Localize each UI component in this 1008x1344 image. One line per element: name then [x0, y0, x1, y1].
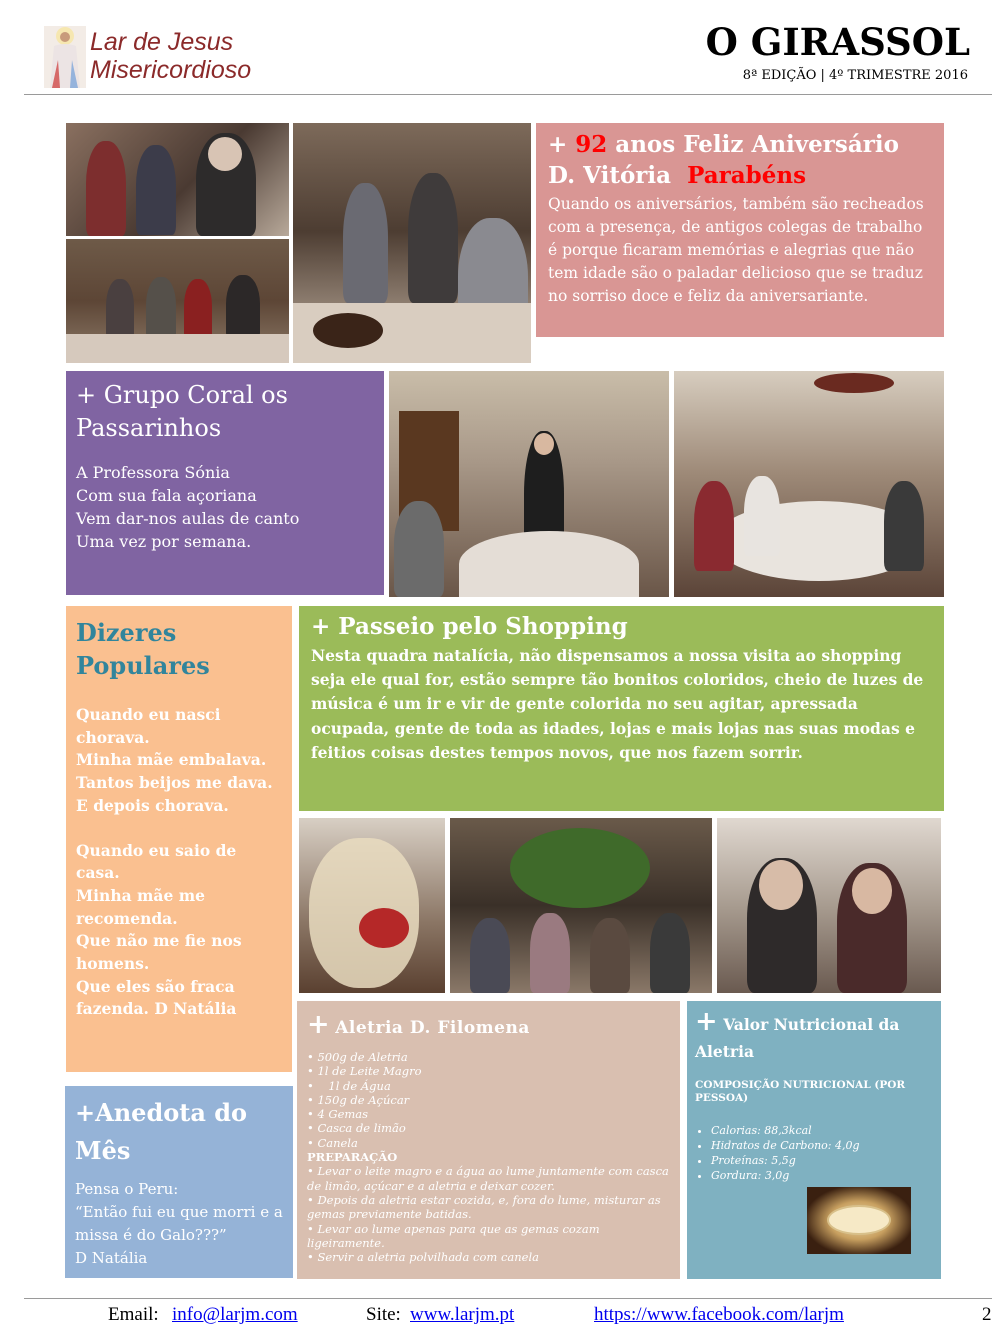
- anedota-line: “Então fui eu que morri e a missa é do Galo???”: [75, 1203, 283, 1244]
- shopping-box: [299, 606, 944, 811]
- verse-line: Que não me fie nos homens.: [76, 931, 242, 974]
- ingredient-item: • Casca de limão: [307, 1121, 406, 1136]
- birthday-box: [536, 123, 944, 337]
- birthday-title-post: anos Feliz Aniversário: [607, 131, 899, 158]
- verse-line: Minha mãe embalava.: [76, 750, 267, 770]
- dizeres-box: [66, 606, 292, 1072]
- nutri-box: [687, 1001, 941, 1279]
- aletria-prep-title: PREPARAÇÃO: [307, 1150, 398, 1165]
- coral-line: Uma vez por semana.: [76, 532, 252, 551]
- nutri-title-line: [695, 1007, 933, 1065]
- footer: [0, 1304, 1008, 1334]
- photo-birthday-1: [66, 123, 289, 236]
- anedota-title: +Anedota do Mês: [75, 1098, 248, 1165]
- birthday-age: 92: [575, 131, 608, 158]
- verse-line: Tantos beijos me dava.: [76, 773, 273, 793]
- shopping-title: + Passeio pelo Shopping: [311, 613, 628, 640]
- photo-shopping-3: [717, 818, 941, 993]
- logo-line-2: Misericordioso: [90, 56, 252, 84]
- verse-line: Quando eu nasci chorava.: [76, 705, 221, 747]
- email-label: Email:: [108, 1304, 164, 1325]
- verse-line: Minha mãe me recomenda.: [76, 885, 205, 928]
- aletria-steps: [307, 1164, 670, 1264]
- dizeres-title: Dizeres Populares: [76, 618, 210, 680]
- nutri-title: Valor Nutricional da Aletria: [695, 1015, 900, 1061]
- anedota-body: [75, 1178, 283, 1270]
- dizeres-verse-1: [76, 704, 282, 818]
- anedota-line: D Natália: [75, 1249, 148, 1267]
- coral-line: Vem dar-nos aulas de canto: [76, 509, 300, 528]
- photo-aletria-dish: [807, 1187, 911, 1254]
- coral-line: A Professora Sónia: [76, 463, 230, 482]
- ingredient-item: • 150g de Açúcar: [307, 1092, 410, 1107]
- shopping-body: Nesta quadra natalícia, não dispensamos a nossa visita ao shopping seja ele qual for, estão sempre tão bonitos coloridos, cheio de luzes de música é um ir e vir de gente colorida no seu agitar, apressada ocupada, gente de toda as idades, lojas e mais lojas nas suas modas e feitios coisas destes tempos novos, que nos fazem sorrir.: [311, 646, 924, 762]
- logo-image: [44, 26, 86, 88]
- anedota-line: Pensa o Peru:: [75, 1180, 179, 1198]
- edition-line: 8ª EDIÇÃO | 4º TRIMESTRE 2016: [742, 68, 968, 83]
- birthday-title: [548, 129, 932, 160]
- nutri-list: [695, 1123, 933, 1183]
- email-link[interactable]: info@larjm.com: [172, 1304, 298, 1325]
- footer-divider: [24, 1298, 992, 1299]
- photo-birthday-2: [66, 239, 289, 363]
- prep-step: • Levar o leite magro e a água ao lume juntamente com casca de limão, açúcar e a aletria e deixar cozer.: [307, 1164, 669, 1193]
- photo-coral-2: [674, 371, 944, 597]
- nutri-subtitle: COMPOSIÇÃO NUTRICIONAL (POR PESSOA): [695, 1079, 906, 1104]
- nutri-item: • Proteínas: 5,5g: [711, 1153, 933, 1168]
- aletria-plus: +: [307, 1009, 330, 1040]
- logo-line-1: Lar de Jesus: [90, 28, 234, 56]
- birthday-name-line: [548, 160, 932, 191]
- ingredient-item: • 1l de Leite Magro: [307, 1064, 422, 1079]
- prep-step: • Servir a aletria polvilhada com canela: [307, 1250, 540, 1265]
- birthday-body: Quando os aniversários, também são recheados com a presença, de antigos colegas de trabalho é porque ficaram memórias e alegrias que não tem idade são o paladar delicioso que se traduz no sorriso doce e feliz da aniversariante.: [548, 195, 924, 305]
- prep-step: • Levar ao lume apenas para que as gemas cozam ligeiramente.: [307, 1221, 600, 1250]
- ingredient-item: • 500g de Aletria: [307, 1050, 408, 1064]
- verse-line: Quando eu saio de casa.: [76, 840, 237, 883]
- jesus-figure-icon: [44, 26, 86, 88]
- header-divider: [24, 94, 992, 95]
- dizeres-verse-2: [76, 840, 282, 1022]
- coral-lines: [76, 461, 374, 553]
- nutri-item: • Gordura: 3,0g: [711, 1168, 933, 1183]
- aletria-title: Aletria D. Filomena: [335, 1018, 530, 1038]
- aletria-ingredients: [307, 1050, 670, 1150]
- nutri-item: • Calorias: 88,3kcal: [711, 1123, 933, 1138]
- nutri-plus: +: [695, 1006, 718, 1037]
- birthday-congrats: Parabéns: [687, 162, 807, 189]
- site-label: Site:: [366, 1304, 406, 1325]
- photo-shopping-1: [299, 818, 445, 993]
- aletria-title-line: [307, 1007, 670, 1046]
- coral-box: [66, 371, 384, 595]
- anedota-box: [65, 1086, 293, 1278]
- ingredient-item: • Canela: [307, 1135, 358, 1150]
- photo-birthday-3: [293, 123, 531, 363]
- header: [0, 0, 1008, 96]
- photo-coral-1: [389, 371, 669, 597]
- site-link[interactable]: www.larjm.pt: [410, 1304, 515, 1325]
- page-number: 2: [982, 1304, 992, 1325]
- verse-line: E depois chorava.: [76, 795, 229, 815]
- facebook-link[interactable]: https://www.facebook.com/larjm: [594, 1304, 844, 1325]
- photo-shopping-2: [450, 818, 712, 993]
- ingredient-item: • 4 Gemas: [307, 1107, 369, 1122]
- birthday-name: D. Vitória: [548, 162, 672, 189]
- ingredient-item: • 1l de Água: [307, 1078, 391, 1093]
- newsletter-title: O GIRASSOL: [705, 20, 970, 64]
- coral-line: Com sua fala açoriana: [76, 486, 257, 505]
- nutri-item: • Hidratos de Carbono: 4,0g: [711, 1138, 933, 1153]
- coral-title: + Grupo Coral os Passarinhos: [76, 381, 288, 442]
- birthday-title-pre: +: [548, 131, 576, 158]
- verse-line: Que eles são fraca fazenda. D Natália: [76, 976, 237, 1019]
- prep-step: • Depois da aletria estar cozida, e, fora do lume, misturar as gemas previamente batidas.: [307, 1192, 661, 1222]
- aletria-box: [297, 1001, 680, 1279]
